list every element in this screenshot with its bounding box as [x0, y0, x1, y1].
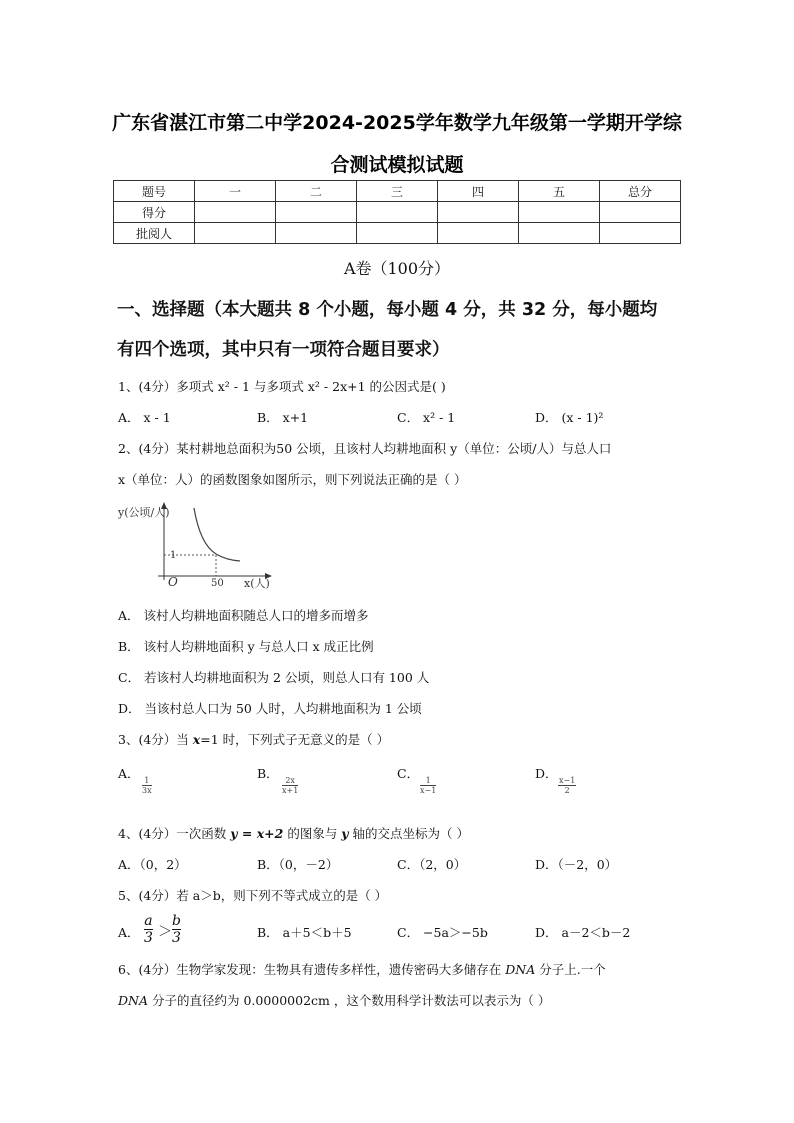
- q1-option-b: B． x+1: [257, 410, 309, 425]
- volume-a-label: A卷（100分）: [343, 259, 451, 278]
- score-cell: 五: [519, 181, 600, 202]
- q1-option-c: C． x² - 1: [397, 410, 456, 425]
- score-cell: 四: [438, 181, 519, 202]
- frac-num: 2x: [282, 776, 298, 786]
- score-cell: [195, 202, 276, 223]
- q5-option-a-label: A．: [118, 925, 140, 940]
- q4-stem-post: 轴的交点坐标为（ ）: [348, 826, 470, 841]
- score-cell: 得分: [114, 202, 195, 223]
- q2-option-c: C． 若该村人均耕地面积为 2 公顷，则总人口有 100 人: [118, 670, 430, 685]
- q5-option-a-relation: ＞: [158, 924, 172, 940]
- score-cell: [519, 202, 600, 223]
- q1-option-a: A． x - 1: [118, 410, 171, 425]
- score-cell: [600, 223, 681, 244]
- frac-num: 1: [142, 776, 152, 786]
- score-cell: 批阅人: [114, 223, 195, 244]
- q2-option-b: B． 该村人均耕地面积 y 与总人口 x 成正比例: [118, 639, 374, 654]
- q3-stem: [118, 730, 389, 748]
- q2-stem-line1: 2、(4分）某村耕地总面积为50 公顷，且该村人均耕地面积 y（单位：公顷/人）与总人口: [118, 441, 612, 456]
- q2-option-d: D． 当该村总人口为 50 人时，人均耕地面积为 1 公顷: [118, 701, 422, 716]
- q3-option-b-label: B．: [257, 766, 279, 781]
- q4-option-c: C．（2，0）: [397, 857, 467, 872]
- section1-heading-line1: 一、选择题（本大题共 8 个小题，每小题 4 分，共 32 分，每小题均: [117, 300, 658, 320]
- q2-stem-line2: x（单位：人）的函数图象如图所示，则下列说法正确的是（ ）: [118, 472, 467, 487]
- score-cell: [276, 223, 357, 244]
- q6-dna-term: DNA: [505, 962, 536, 977]
- score-cell: [357, 202, 438, 223]
- graph-x-label: x(人): [244, 577, 270, 590]
- frac-num: a: [144, 913, 153, 929]
- frac-den: x+1: [282, 786, 299, 795]
- q5-option-c: C． −5a＞−5b: [397, 925, 488, 940]
- q3-option-c-label: C．: [397, 766, 420, 781]
- frac-den: 2: [564, 786, 570, 795]
- frac-num: b: [172, 913, 181, 929]
- inverse-curve: [194, 508, 240, 561]
- graph-tick-y: 1: [170, 550, 177, 561]
- section1-heading-line2: 有四个选项，其中只有一项符合题目要求）: [117, 340, 450, 360]
- q1-option-d: D． (x - 1)²: [535, 410, 604, 425]
- q2-option-a: A． 该村人均耕地面积随总人口的增多而增多: [118, 608, 369, 623]
- frac-den: 3x: [142, 786, 152, 795]
- score-cell: 总分: [600, 181, 681, 202]
- score-cell: 三: [357, 181, 438, 202]
- q4-stem: [118, 824, 469, 842]
- q3-option-c-fraction: [420, 776, 436, 795]
- q6-dna-term: DNA: [118, 993, 148, 1008]
- graph-origin: O: [168, 575, 178, 589]
- q3-option-a-fraction: [142, 776, 152, 795]
- q3-stem-pre: 3、(4分）当: [118, 732, 193, 747]
- frac-den: 3: [144, 930, 153, 946]
- score-cell: [438, 223, 519, 244]
- q3-option-b-fraction: [282, 776, 298, 795]
- q4-option-d: D．（－2，0）: [535, 857, 618, 872]
- score-cell: [519, 223, 600, 244]
- q4-option-a: A．（0，2）: [118, 857, 187, 872]
- q2-function-graph: [118, 500, 278, 590]
- title-line2: 合测试模拟试题: [330, 154, 464, 176]
- score-cell: [195, 223, 276, 244]
- score-header-row: [114, 181, 681, 202]
- q4-stem-pre: 4、(4分）一次函数: [118, 826, 231, 841]
- q5-option-a-frac2: [172, 913, 181, 946]
- q5-stem: 5、(4分）若 a＞b，则下列不等式成立的是（ ）: [118, 888, 388, 903]
- q4-option-b: B．（0，－2）: [257, 857, 339, 872]
- score-cell: [438, 202, 519, 223]
- q3-option-d-label: D．: [535, 766, 558, 781]
- score-cell: 题号: [114, 181, 195, 202]
- graph-tick-x: 50: [211, 578, 224, 589]
- q3-stem-var: x: [192, 732, 201, 747]
- title-line1: 广东省湛江市第二中学2024-2025学年数学九年级第一学期开学综: [112, 112, 682, 134]
- q6-stem-line2: [118, 991, 550, 1009]
- frac-num: x−1: [559, 776, 576, 785]
- reviewer-row: [114, 223, 681, 244]
- score-cell: [600, 202, 681, 223]
- q4-stem-var: y: [341, 826, 349, 841]
- score-cell: [357, 223, 438, 244]
- score-cell: 二: [276, 181, 357, 202]
- q6-stem-post: 分子上.一个: [535, 962, 606, 977]
- score-cell: [276, 202, 357, 223]
- q6-stem-post: 分子的直径约为 0.0000002cm ，这个数用科学计数法可以表示为（ ）: [148, 993, 551, 1008]
- frac-den: x−1: [420, 786, 437, 795]
- q5-option-b: B． a＋5＜b＋5: [257, 925, 352, 940]
- q6-stem-pre: 6、(4分）生物学家发现：生物具有遗传多样性，遗传密码大多储存在: [118, 962, 506, 977]
- q1-stem: 1、(4分）多项式 x² - 1 与多项式 x² - 2x+1 的公因式是( ): [118, 379, 446, 394]
- q5-option-d: D． a－2＜b－2: [535, 925, 631, 940]
- q4-stem-mid: 的图象与: [283, 826, 342, 841]
- q3-option-d-fraction: [558, 776, 576, 795]
- q6-stem-line1: [118, 960, 606, 978]
- score-row: [114, 202, 681, 223]
- q3-stem-post: =1 时，下列式子无意义的是（ ）: [200, 732, 390, 747]
- q5-option-a-frac1: [144, 913, 153, 946]
- score-table: [113, 180, 681, 244]
- frac-den: 3: [172, 930, 181, 946]
- graph-y-label: y(公顷/人): [118, 506, 170, 519]
- q3-option-a-label: A．: [118, 766, 140, 781]
- frac-num: 1: [420, 776, 436, 786]
- q4-stem-math: y = x+2: [230, 826, 284, 841]
- score-cell: 一: [195, 181, 276, 202]
